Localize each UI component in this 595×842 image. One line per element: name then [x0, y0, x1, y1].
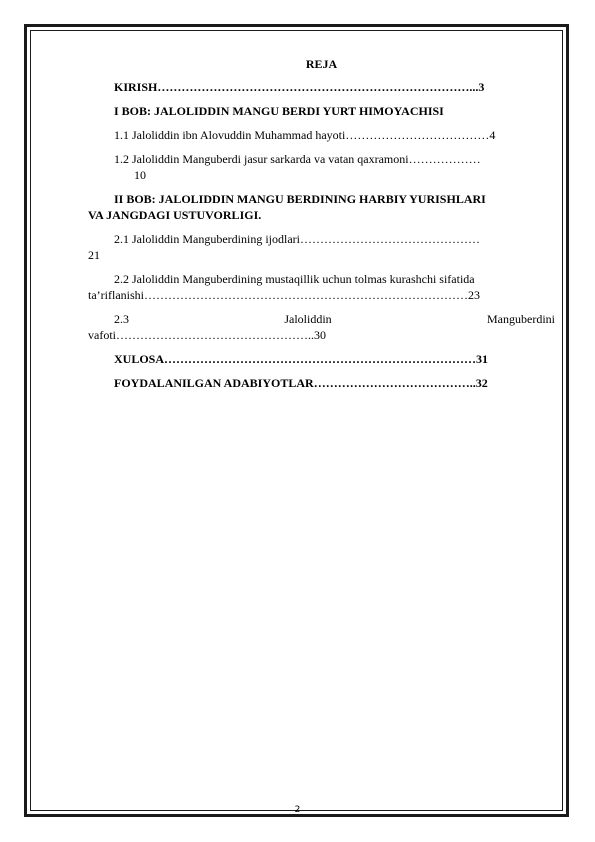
toc-entry-xulosa: XULOSA……………………………………………………………………31 [114, 352, 489, 366]
toc-entry-2-2: 2.2 Jaloliddin Manguberdining mustaqillik uchun tolmas kurashchi sifatida [114, 272, 475, 286]
toc-entry-2-2-cont: ta’riflanishi………………………………………………………………………23 [88, 288, 480, 302]
toc-entry-2-1-page: 21 [88, 248, 100, 262]
toc-entry-2-3-word2: Manguberdini [487, 312, 555, 326]
table-of-contents [88, 56, 555, 399]
toc-entry-2-3-num: 2.3 [114, 312, 129, 326]
toc-title: REJA [305, 57, 338, 71]
toc-entry-1-2-page: 10 [134, 168, 146, 182]
toc-entry-adabiyotlar: FOYDALANILGAN ADABIYOTLAR…………………………………..32 [114, 376, 488, 390]
toc-entry-1-1: 1.1 Jaloliddin ibn Alovuddin Muhammad hayoti………………………………4 [114, 128, 496, 142]
toc-entry-2-3-word1: Jaloliddin [284, 312, 332, 326]
toc-entry-1-2: 1.2 Jaloliddin Manguberdi jasur sarkarda va vatan qaxramoni……………… [114, 152, 481, 166]
toc-entry-chapter-1: I BOB: JALOLIDDIN MANGU BERDI YURT HIMOYACHISI [114, 104, 444, 118]
toc-entry-2-3 [88, 311, 555, 327]
toc-entry-kirish: KIRISH……………………………………………………………………...3 [114, 80, 485, 94]
page-number: 2 [294, 805, 301, 815]
toc-entry-2-3-cont: vafoti…………………………………………..30 [88, 328, 326, 342]
toc-entry-chapter-2-cont: VA JANGDAGI USTUVORLIGI. [88, 208, 262, 222]
toc-entry-chapter-2: II BOB: JALOLIDDIN MANGU BERDINING HARBIY YURISHLARI [114, 192, 486, 206]
toc-entry-2-1: 2.1 Jaloliddin Manguberdining ijodlari……………………………………… [114, 232, 480, 246]
